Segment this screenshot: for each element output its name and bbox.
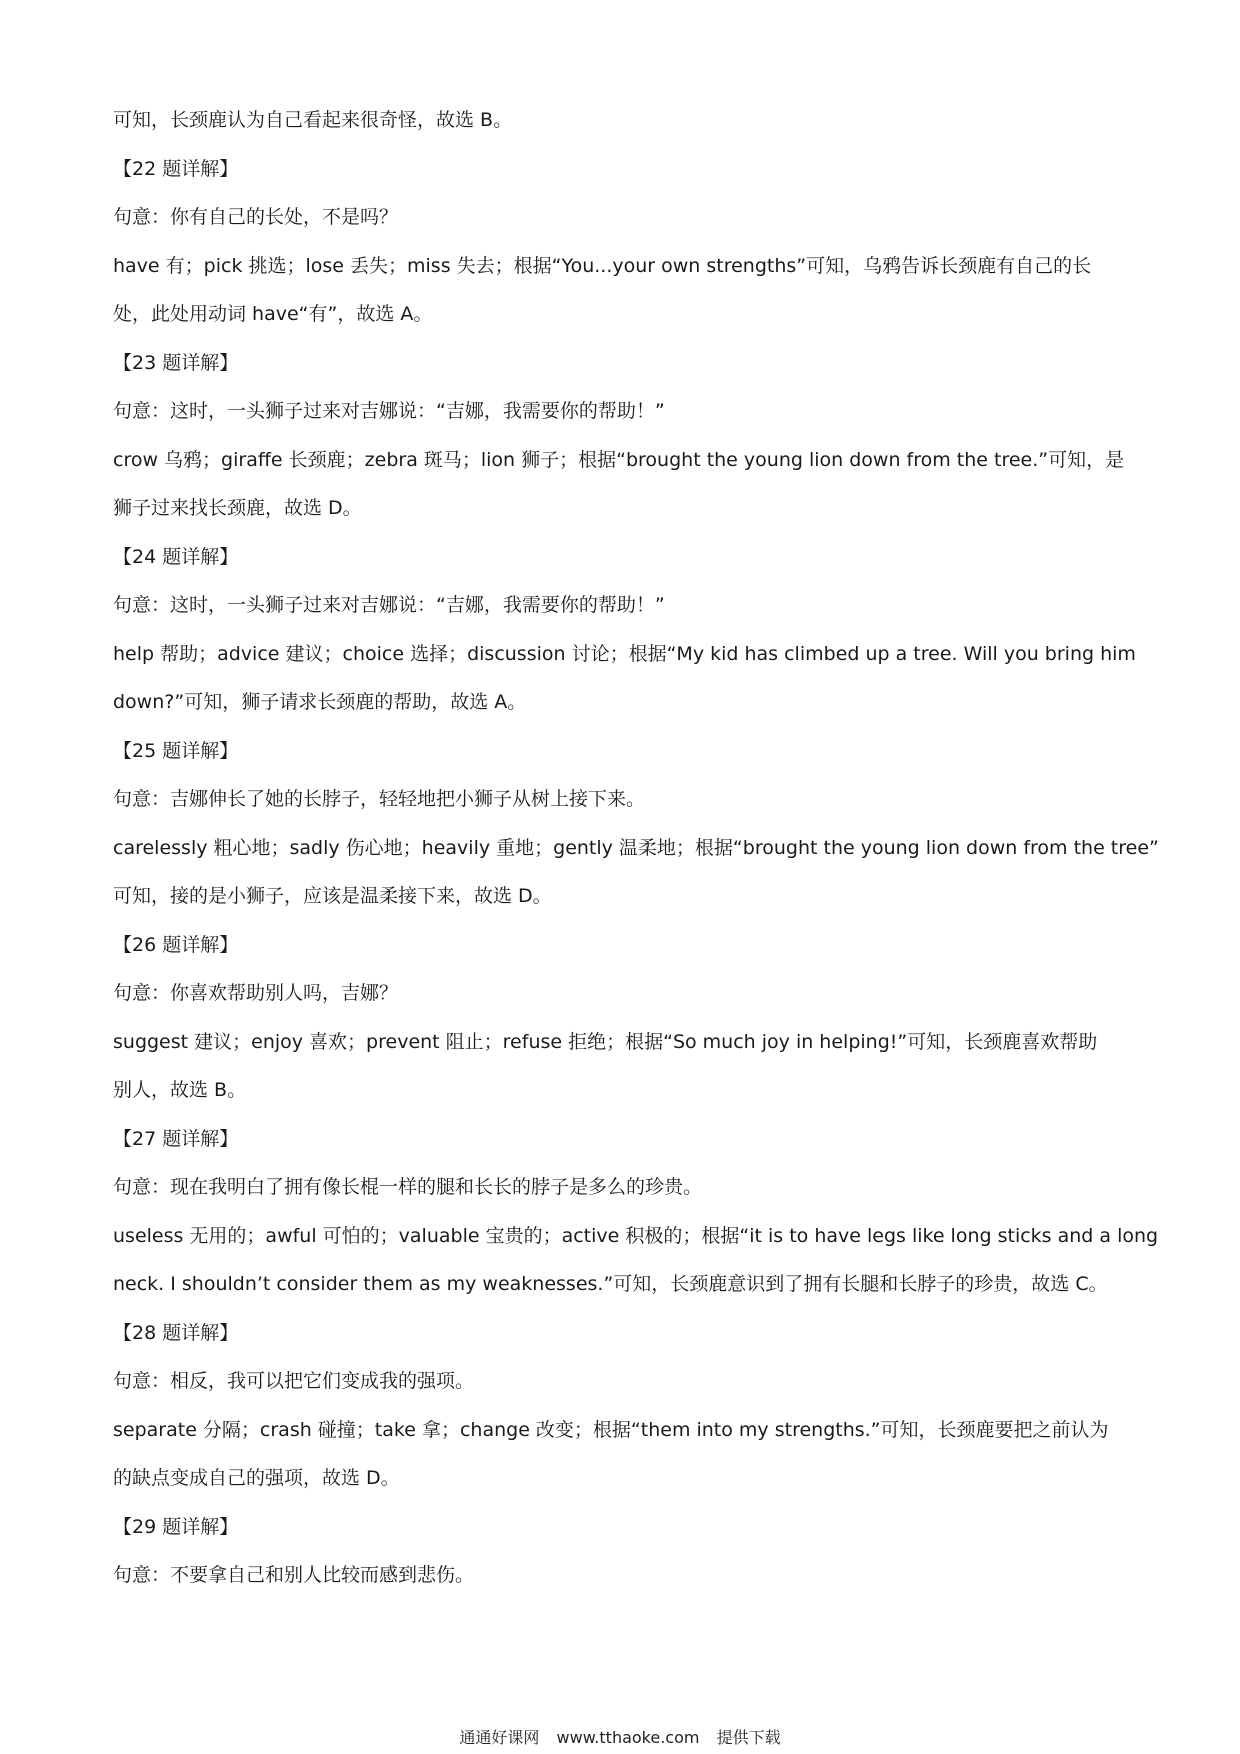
text-line: separate 分隔；crash 碰撞；take 拿；change 改变；根据“them into my strengths.”可知，长颈鹿要把之前认为 [113,1418,1109,1441]
text-line: 狮子过来找长颈鹿，故选 D。 [113,497,362,519]
text-line: 句意：你喜欢帮助别人吗，吉娜？ [113,982,399,1004]
text-line: 别人，故选 B。 [113,1079,247,1101]
text-line: 句意：你有自己的长处，不是吗？ [113,206,399,228]
document-body [113,96,1159,1600]
text-line: useless 无用的；awful 可怕的；valuable 宝贵的；active 积极的；根据“it is to have legs like long sticks and a long [113,1224,1159,1247]
text-line: carelessly 粗心地；sadly 伤心地；heavily 重地；gently 温柔地；根据“brought the young lion down from the tree” [113,836,1159,859]
section-heading-23: 【23 题详解】 [113,351,239,374]
section-heading-26: 【26 题详解】 [113,933,239,956]
text-line: 句意：吉娜伸长了她的长脖子，轻轻地把小狮子从树上接下来。 [113,788,646,810]
text-line: neck. I shouldn’t consider them as my weaknesses.”可知，长颈鹿意识到了拥有长腿和长脖子的珍贵，故选 C。 [113,1273,1108,1295]
text-line: 可知，接的是小狮子，应该是温柔接下来，故选 D。 [113,885,552,907]
text-line: down?”可知，狮子请求长颈鹿的帮助，故选 A。 [113,691,527,713]
footer-url[interactable]: www.tthaoke.com [556,1728,700,1747]
footer-note: 提供下载 [716,1728,781,1747]
text-line: 句意：这时，一头狮子过来对吉娜说：“吉娜，我需要你的帮助！” [113,400,665,422]
text-line: 句意：相反，我可以把它们变成我的强项。 [113,1370,475,1392]
text-line: help 帮助；advice 建议；choice 选择；discussion 讨论；根据“My kid has climbed up a tree. Will you bring him [113,642,1136,665]
section-heading-25: 【25 题详解】 [113,739,239,762]
text-line: 的缺点变成自己的强项，故选 D。 [113,1467,400,1489]
text-line: 句意：这时，一头狮子过来对吉娜说：“吉娜，我需要你的帮助！” [113,594,665,616]
section-heading-29: 【29 题详解】 [113,1515,239,1538]
section-heading-28: 【28 题详解】 [113,1321,239,1344]
text-line: 句意：不要拿自己和别人比较而感到悲伤。 [113,1564,475,1586]
section-heading-24: 【24 题详解】 [113,545,239,568]
page-footer [0,1725,1240,1748]
section-heading-22: 【22 题详解】 [113,157,239,180]
text-line: 处，此处用动词 have“有”，故选 A。 [113,303,433,325]
text-line: crow 乌鸦；giraffe 长颈鹿；zebra 斑马；lion 狮子；根据“brought the young lion down from the tree.”可知，是 [113,448,1125,471]
text-line: suggest 建议；enjoy 喜欢；prevent 阻止；refuse 拒绝；根据“So much joy in helping!”可知，长颈鹿喜欢帮助 [113,1030,1098,1053]
text-line: 句意：现在我明白了拥有像长棍一样的腿和长长的脖子是多么的珍贵。 [113,1176,703,1198]
section-heading-27: 【27 题详解】 [113,1127,239,1150]
text-line [113,96,1133,145]
footer-site-name: 通通好课网 [459,1728,540,1747]
text-line: have 有；pick 挑选；lose 丢失；miss 失去；根据“You...your own strengths”可知，乌鸦告诉长颈鹿有自己的长 [113,254,1092,277]
line-text: 可知，长颈鹿认为自己看起来很奇怪，故选 B。 [113,109,513,131]
